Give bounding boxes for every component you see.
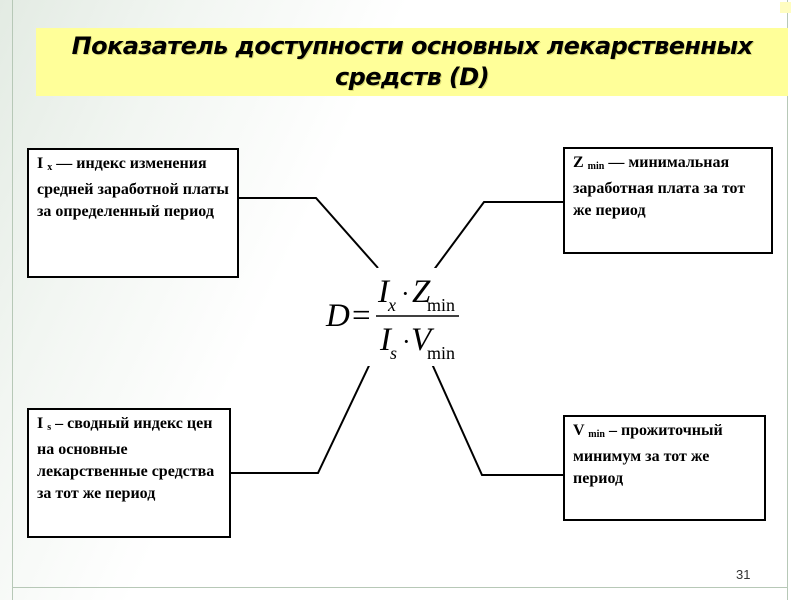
formula-numerator-i: I <box>378 274 389 310</box>
ix-subscript: x <box>47 162 53 173</box>
formula-denominator-i-sub: s <box>390 343 398 363</box>
is-subscript: s <box>47 422 52 433</box>
vmin-text: прожиточный минимум за тот же период <box>573 422 723 487</box>
formula-denominator-v-sub: min <box>427 343 456 363</box>
zmin-subscript: min <box>587 161 605 172</box>
is-text: сводный индекс цен на основные лекарственные средства за тот же период <box>37 415 215 502</box>
formula-numerator-z: Z <box>412 274 431 310</box>
formula-denominator-dot: · <box>402 327 411 356</box>
is-symbol: I <box>37 415 44 432</box>
formula-lhs: D= <box>326 298 373 334</box>
zmin-text: минимальная заработная плата за тот же период <box>573 154 746 219</box>
ix-text: индекс изменения средней заработной платы за определенный период <box>37 155 229 220</box>
zmin-symbol: Z <box>573 154 584 171</box>
zmin-dash: — <box>608 154 625 171</box>
formula-numerator-z-sub: min <box>427 295 456 315</box>
page-number: 31 <box>736 567 751 582</box>
formula-numerator-dot: · <box>401 279 410 308</box>
formula-numerator-i-sub: x <box>388 295 396 315</box>
vmin-dash: – <box>608 422 617 439</box>
vmin-symbol: V <box>573 422 585 439</box>
vmin-subscript: min <box>588 429 605 440</box>
ix-symbol: I <box>37 155 44 172</box>
ix-dash: — <box>56 155 73 172</box>
formula-denominator-i: I <box>380 322 391 358</box>
slide-title: Показатель доступности основных лекарственных средств (D) <box>71 32 753 91</box>
formula-denominator-v: V <box>411 322 432 358</box>
is-dash: – <box>55 415 64 432</box>
